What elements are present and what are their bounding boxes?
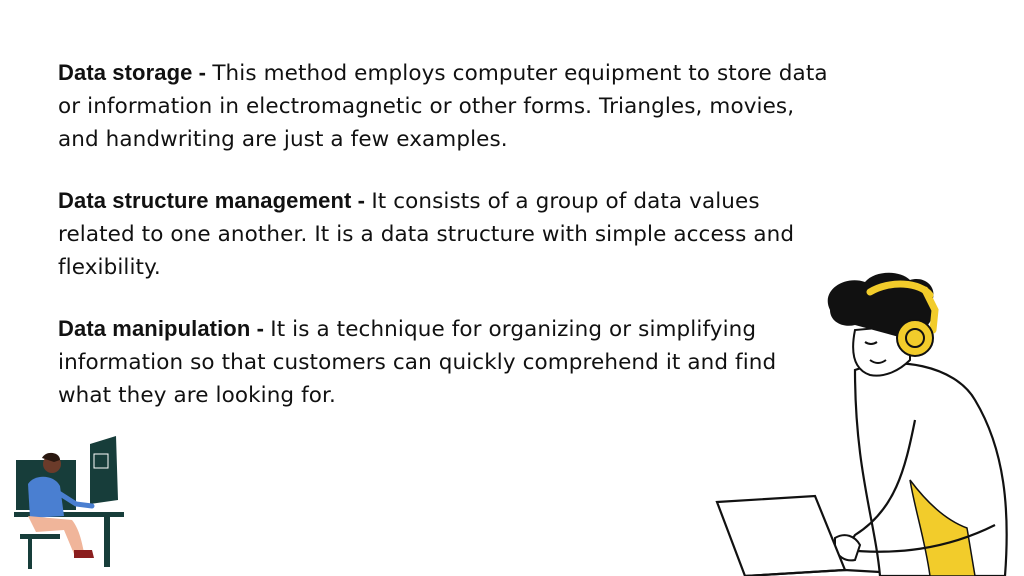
- paragraph-data-structure-management: [58, 184, 828, 284]
- term-data-storage: Data storage -: [58, 60, 213, 85]
- desk-leg: [104, 517, 110, 567]
- man-laptop-illustration: [705, 270, 1024, 576]
- desc-data-storage: This method employs computer equipment to store data or information in electromagnetic or other forms. Triangles, movies, and handwriting are just a few examples.: [58, 61, 828, 152]
- term-data-manipulation: Data manipulation -: [58, 316, 271, 341]
- woman-desk-illustration: [14, 434, 126, 572]
- desc-data-structure-management: It consists of a group of data values related to one another. It is a data structure with simple access and flexibility.: [58, 189, 795, 280]
- chair-leg: [28, 539, 32, 569]
- laptop-screen: [717, 496, 845, 576]
- monitor-icon: [90, 436, 118, 504]
- term-data-structure-management: Data structure management -: [58, 188, 372, 213]
- headphone-earcup: [897, 320, 933, 356]
- woman-shoe: [74, 550, 94, 558]
- chair-seat: [20, 534, 60, 539]
- desc-data-manipulation: It is a technique for organizing or simplifying information so that customers can quickly comprehend it and find what they are looking for.: [58, 317, 777, 408]
- paragraph-data-storage: [58, 56, 828, 156]
